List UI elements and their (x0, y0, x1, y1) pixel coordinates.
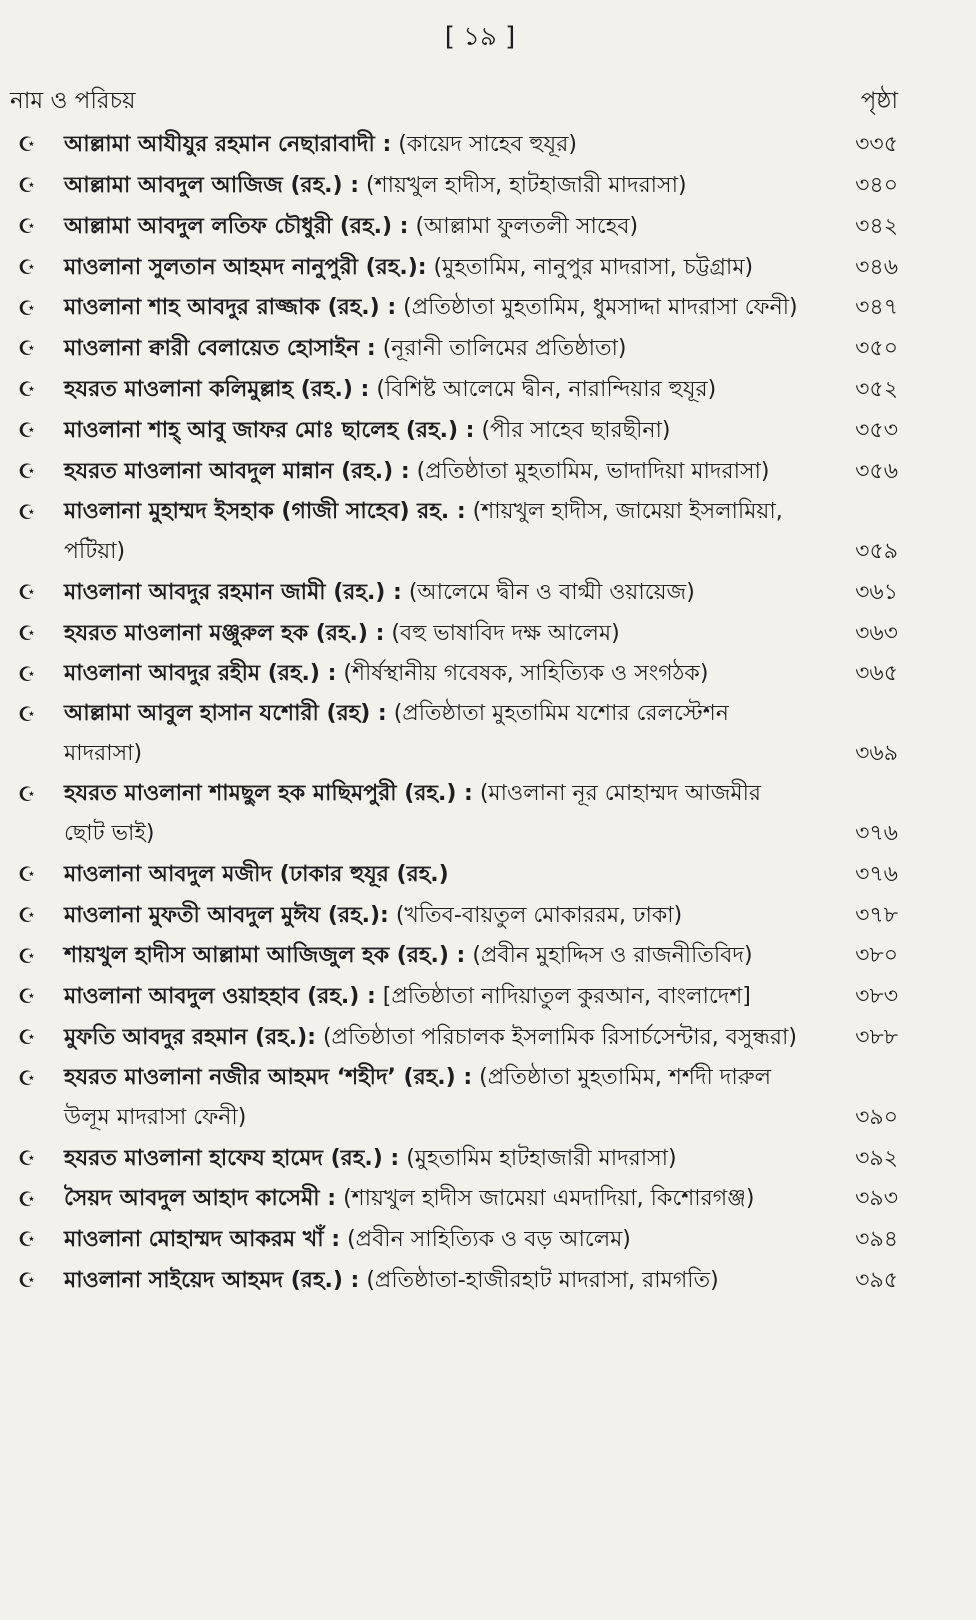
bullet-icon: ☪ (18, 459, 36, 483)
entry-name: আল্লামা আবদুল লতিফ চৌধুরী (রহ.) : (64, 214, 409, 239)
toc-entry (12, 936, 898, 976)
entry-description: (বিশিষ্ট আলেমে দ্বীন, নারান্দিয়ার হুযূর) (376, 377, 717, 402)
entry-description: (প্রতিষ্ঠাতা মুহতামিম, শর্শদী দারুল উলূম মাদরাসা ফেনী) (64, 1065, 771, 1130)
toc-entry (12, 774, 898, 854)
toc-entry (12, 492, 898, 572)
toc-entry (12, 247, 898, 288)
bullet-icon: ☪ (18, 903, 36, 927)
entry-name: শায়খুল হাদীস আল্লামা আজিজুল হক (রহ.) : (64, 943, 466, 968)
entry-description: (শায়খুল হাদীস জামেয়া এমদাদিয়া, কিশোরগঞ্জ) (343, 1186, 755, 1211)
entry-page-number: ৩৮৮ (855, 1025, 898, 1050)
bullet-icon: ☪ (18, 782, 36, 806)
bullet-icon: ☪ (18, 1146, 36, 1170)
entry-name: হযরত মাওলানা নজীর আহমদ ‘শহীদ’ (রহ.) : (64, 1065, 473, 1090)
bullet-icon: ☪ (18, 984, 36, 1008)
bullet-icon: ☪ (18, 1025, 36, 1049)
entry-description: (বহু ভাষাবিদ দক্ষ আলেম) (391, 621, 620, 646)
entry-name: মাওলানা আবদুল মজীদ (ঢাকার হুযূর (রহ.) (64, 862, 449, 887)
bullet-icon: ☪ (18, 862, 36, 886)
entry-page-number: ৩৪২ (855, 214, 898, 239)
page-number: [ ১৯ ] (444, 22, 516, 52)
bullet-icon: ☪ (18, 377, 36, 401)
entry-description: (প্রবীন মুহাদ্দিস ও রাজনীতিবিদ) (472, 943, 753, 968)
entry-description: (নূরানী তালিমের প্রতিষ্ঠাতা) (382, 336, 627, 361)
name-column-header: নাম ও পরিচয় (10, 88, 136, 114)
entry-page-number: ৩৪৬ (855, 255, 898, 280)
entry-description: (খতিব-বায়তুল মোকাররম, ঢাকা) (395, 903, 683, 928)
entry-name: মাওলানা আবদুর রহমান জামী (রহ.) : (64, 580, 402, 605)
entry-description: (প্রবীন সাহিত্যিক ও বড় আলেম) (347, 1227, 631, 1252)
entry-name: হযরত মাওলানা হাফেয হামেদ (রহ.) : (64, 1146, 400, 1171)
bullet-icon: ☪ (18, 132, 36, 156)
entry-name: হযরত মাওলানা কলিমুল্লাহ (রহ.) : (64, 377, 370, 402)
entry-page-number: ৩৬৫ (855, 661, 898, 686)
entry-description: (প্রতিষ্ঠাতা মুহতামিম, ভাদাদিয়া মাদরাসা) (416, 459, 770, 484)
bullet-icon: ☪ (18, 214, 36, 238)
bullet-icon: ☪ (18, 580, 36, 604)
entry-name: হযরত মাওলানা মঞ্জুরুল হক (রহ.) : (64, 621, 385, 646)
bullet-icon: ☪ (18, 418, 36, 442)
toc-entry (12, 654, 898, 694)
toc-entry (12, 854, 898, 895)
entry-description: (প্রতিষ্ঠাতা পরিচালক ইসলামিক রিসার্চসেন্টার, বসুন্ধরা) (322, 1025, 797, 1050)
entry-page-number: ৩৫৩ (855, 418, 898, 443)
entry-name: মাওলানা ক্বারী বেলায়েত হোসাইন : (64, 336, 376, 361)
entry-description: (প্রতিষ্ঠাতা মুহতামিম যশোর রেলস্টেশন মাদরাসা) (64, 701, 729, 766)
entry-name: মাওলানা আবদুর রহীম (রহ.) : (64, 661, 337, 686)
entry-description: (পীর সাহেব ছারছীনা) (481, 418, 671, 443)
bullet-icon: ☪ (18, 1268, 36, 1292)
bullet-icon: ☪ (18, 1187, 36, 1211)
entry-description: (শায়খুল হাদীস, হাটহাজারী মাদরাসা) (366, 173, 687, 198)
entry-name: হযরত মাওলানা আবদুল মান্নান (রহ.) : (64, 459, 410, 484)
toc-entry (12, 1138, 898, 1179)
toc-entry (12, 1017, 898, 1058)
entry-description: (প্রতিষ্ঠাতা মুহতামিম, ধুমসাদ্দা মাদরাসা ফেনী) (403, 295, 798, 320)
toc-entry (12, 288, 898, 328)
bullet-icon: ☪ (18, 255, 36, 279)
toc-entry (12, 1058, 898, 1138)
bullet-icon: ☪ (18, 1066, 36, 1090)
entry-page-number: ৩৪০ (855, 173, 898, 198)
entry-description: (কায়েদ সাহেব হুযূর) (398, 132, 577, 157)
bullet-icon: ☪ (18, 662, 36, 686)
entry-page-number: ৩৭৮ (855, 903, 898, 928)
entry-description: (আলেমে দ্বীন ও বাগ্মী ওয়ায়েজ) (408, 580, 695, 605)
entry-page-number: ৩৭৬ (855, 862, 898, 887)
entry-description: (মাওলানা নূর মোহাম্মদ আজমীর ছোট ভাই) (64, 781, 762, 846)
entry-description: (মুহতামিম হাটহাজারী মাদরাসা) (406, 1146, 677, 1171)
entry-name: মাওলানা মুফতী আবদুল মুঈয (রহ.): (64, 903, 389, 928)
entry-page-number: ৩৮৩ (855, 984, 898, 1009)
bullet-icon: ☪ (18, 173, 36, 197)
bullet-icon: ☪ (18, 336, 36, 360)
entry-page-number: ৩৬৯ (855, 741, 898, 766)
entry-page-number: ৩৯৩ (855, 1186, 898, 1211)
entry-page-number: ৩৬১ (855, 580, 898, 605)
entry-name: মাওলানা সুলতান আহমদ নানুপুরী (রহ.): (64, 255, 427, 280)
toc-entry (12, 1260, 898, 1301)
bullet-icon: ☪ (18, 621, 36, 645)
page-column-header: পৃষ্ঠা (860, 88, 898, 114)
entry-name: মাওলানা শাহ্ আবু জাফর মোঃ ছালেহ (রহ.) : (64, 418, 475, 443)
toc-entry (12, 451, 898, 492)
entry-description: (প্রতিষ্ঠাতা-হাজীরহাট মাদরাসা, রামগতি) (366, 1268, 719, 1293)
entry-page-number: ৩৫২ (855, 377, 898, 402)
entry-description: [প্রতিষ্ঠাতা নাদিয়াতুল কুরআন, বাংলাদেশ] (382, 984, 751, 1009)
toc-entry (12, 410, 898, 451)
bullet-icon: ☪ (18, 296, 36, 320)
column-header (10, 82, 898, 121)
toc-entry (12, 613, 898, 654)
toc-entry (12, 694, 898, 774)
bullet-icon: ☪ (18, 1227, 36, 1251)
toc-entry (12, 976, 898, 1017)
table-of-contents (12, 124, 898, 1301)
entry-page-number: ৩৯২ (855, 1146, 898, 1171)
entry-page-number: ৩৫৯ (855, 539, 898, 564)
entry-description: (শীর্ষস্থানীয় গবেষক, সাহিত্যিক ও সংগঠক) (343, 661, 709, 686)
toc-entry (12, 572, 898, 613)
toc-entry (12, 895, 898, 936)
toc-entry (12, 1179, 898, 1219)
bullet-icon: ☪ (18, 944, 36, 968)
bullet-icon: ☪ (18, 702, 36, 726)
toc-entry (12, 124, 898, 165)
entry-page-number: ৩৯৫ (855, 1268, 898, 1293)
toc-entry (12, 165, 898, 206)
entry-page-number: ৩৮০ (855, 943, 898, 968)
toc-entry (12, 1219, 898, 1260)
entry-name: আল্লামা আযীযুর রহমান নেছারাবাদী : (64, 132, 392, 157)
entry-name: মাওলানা শাহ আবদুর রাজ্জাক (রহ.) : (64, 295, 397, 320)
entry-name: মুফতি আবদুর রহমান (রহ.): (64, 1025, 316, 1050)
toc-entry (12, 328, 898, 369)
entry-page-number: ৩৪৭ (855, 295, 898, 320)
entry-page-number: ৩৩৫ (855, 132, 898, 157)
entry-description: (মুহতামিম, নানুপুর মাদরাসা, চট্টগ্রাম) (433, 255, 754, 280)
entry-page-number: ৩৬৩ (855, 621, 898, 646)
entry-name: মাওলানা মুহাম্মদ ইসহাক (গাজী সাহেব) রহ. : (64, 499, 466, 524)
entry-name: মাওলানা মোহাম্মদ আকরম খাঁ : (64, 1227, 341, 1252)
entry-page-number: ৩৭৬ (855, 821, 898, 846)
entry-page-number: ৩৯০ (855, 1105, 898, 1130)
toc-entry (12, 369, 898, 410)
entry-page-number: ৩৯৪ (855, 1227, 898, 1252)
entry-page-number: ৩৫৬ (855, 459, 898, 484)
entry-name: আল্লামা আবুল হাসান যশোরী (রহ) : (64, 701, 387, 726)
entry-description: (শায়খুল হাদীস, জামেয়া ইসলামিয়া, পটিয়া) (64, 499, 783, 564)
entry-name: মাওলানা সাইয়েদ আহমদ (রহ.) : (64, 1268, 360, 1293)
entry-name: আল্লামা আবদুল আজিজ (রহ.) : (64, 173, 360, 198)
entry-name: সৈয়দ আবদুল আহাদ কাসেমী : (64, 1186, 337, 1211)
entry-description: (আল্লামা ফুলতলী সাহেব) (415, 214, 639, 239)
entry-name: মাওলানা আবদুল ওয়াহহাব (রহ.) : (64, 984, 376, 1009)
bullet-icon: ☪ (18, 500, 36, 524)
toc-entry (12, 206, 898, 247)
entry-page-number: ৩৫০ (855, 336, 898, 361)
entry-name: হযরত মাওলানা শামছুল হক মাছিমপুরী (রহ.) : (64, 781, 473, 806)
